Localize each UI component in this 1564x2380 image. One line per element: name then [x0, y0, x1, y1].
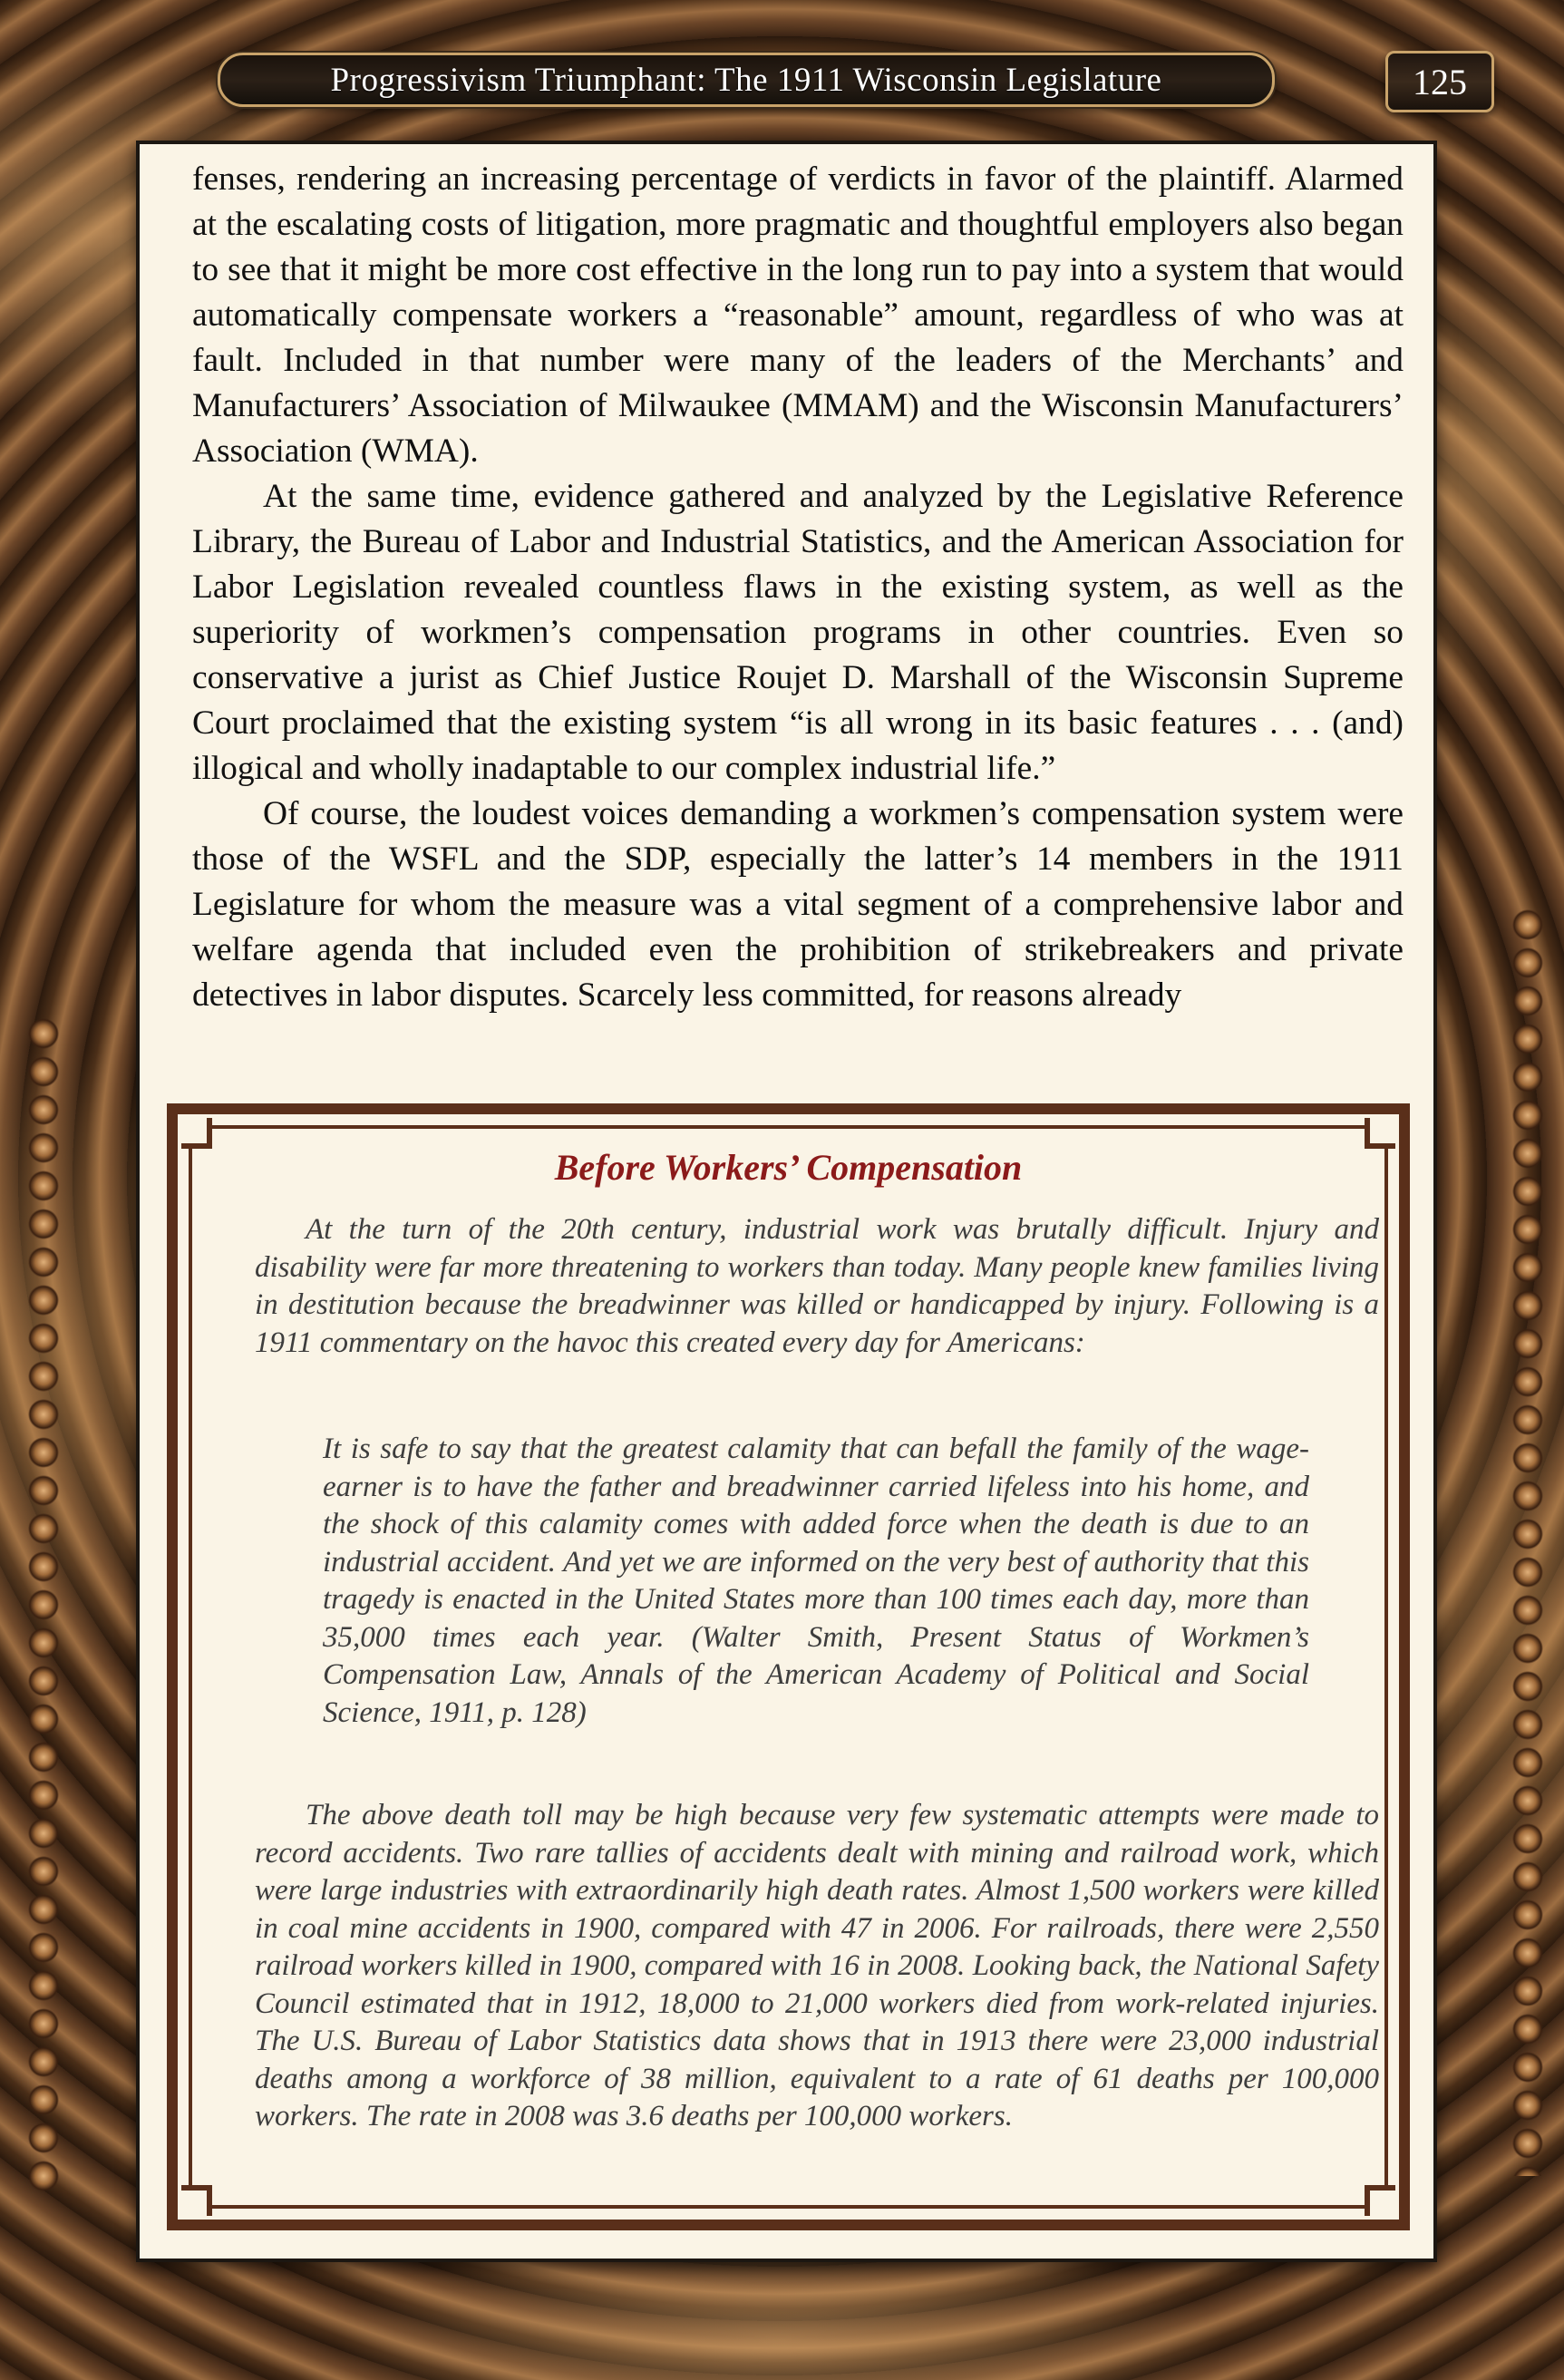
decorative-beading-left [25, 1015, 62, 2194]
frame-corner-ornament [1365, 1118, 1395, 1149]
frame-corner-ornament [181, 2185, 212, 2216]
decorative-beading-right [1510, 907, 1546, 2176]
sidebar-block-quote: It is safe to say that the greatest calamity that can befall the family of the wage-earner is to have the father and breadwinner carried lifeless into his home, and the shock of this calamity comes with added force when the death is due to an industrial accident. And yet we are informed on the very best of authority that this tragedy is enacted in the United States more than 100 times each day, more than 35,000 times each year. (Walter Smith, Present Status of Workmen’s Compensation Law, Annals of the American Academy of Political and Social Science, 1911, p. 128) [323, 1433, 1309, 1729]
content-panel [136, 141, 1437, 2262]
body-text [192, 157, 1404, 1018]
running-header [218, 53, 1275, 107]
sidebar-box [167, 1103, 1410, 2230]
frame-corner-ornament [1365, 2185, 1395, 2216]
body-paragraph-1: fenses, rendering an increasing percentage of verdicts in favor of the plaintiff. Alarmed at the escalating costs of litigation, more pragmatic and thoughtful employers also began to see that it might be more cost effective in the long run to pay into a system that would automatically compensate workers a “reasonable” amount, regardless of who was at fault. Included in that number were many of the leaders of the Merchants’ and Manufacturers’ Association of Milwaukee (MMAM) and the Wisconsin Manufacturers’ Association (WMA). [192, 160, 1404, 470]
body-paragraph-2: At the same time, evidence gathered and analyzed by the Legislative Reference Library, the Bureau of Labor and Industrial Statistics, and the American Association for Labor Legislation revealed countless flaws in the existing system, as well as the superiority of workmen’s compensation programs in other countries. Even so conservative a jurist as Chief Justice Roujet D. Marshall of the Wisconsin Supreme Court proclaimed that the existing system “is all wrong in its basic features . . . (and) illogical and wholly inadaptable to our complex industrial life.” [192, 478, 1404, 787]
running-header-title: Progressivism Triumphant: The 1911 Wisconsin Legislature [330, 61, 1162, 99]
sidebar-closing-paragraph: The above death toll may be high because very few systematic attempts were made to record accidents. Two rare tallies of accidents dealt with mining and railroad work, which were large industries with extraordinarily high death rates. Almost 1,500 workers were killed in coal mine accidents in 1900, compared with 47 in 2006. For railroads, there were 2,550 railroad workers killed in 1900, compared with 16 in 2008. Looking back, the National Safety Council estimated that in 1912, 18,000 to 21,000 workers died from work-related injuries. The U.S. Bureau of Labor Statistics data shows that in 1913 there were 23,000 industrial deaths among a workforce of 38 million, equivalent to a rate of 61 deaths per 100,000 workers. The rate in 2008 was 3.6 deaths per 100,000 workers. [255, 1799, 1379, 2132]
sidebar-intro-paragraph: At the turn of the 20th century, industrial work was brutally difficult. Injury and disability were far more threatening to workers than today. Many people knew families living in destitution because the breadwinner was killed or handicapped by injury. Following is a 1911 commentary on the havoc this created every day for Americans: [255, 1213, 1379, 1359]
body-paragraph-3: Of course, the loudest voices demanding a workmen’s compensation system were those of the WSFL and the SDP, especially the latter’s 14 members in the 1911 Legislature for whom the measure was a vital segment of a comprehensive labor and welfare agenda that included even the prohibition of strikebreakers and private detectives in labor disputes. Scarcely less committed, for reasons already [192, 795, 1404, 1014]
page-number: 125 [1385, 51, 1494, 112]
frame-corner-ornament [181, 1118, 212, 1149]
sidebar-title: Before Workers’ Compensation [554, 1147, 1023, 1188]
